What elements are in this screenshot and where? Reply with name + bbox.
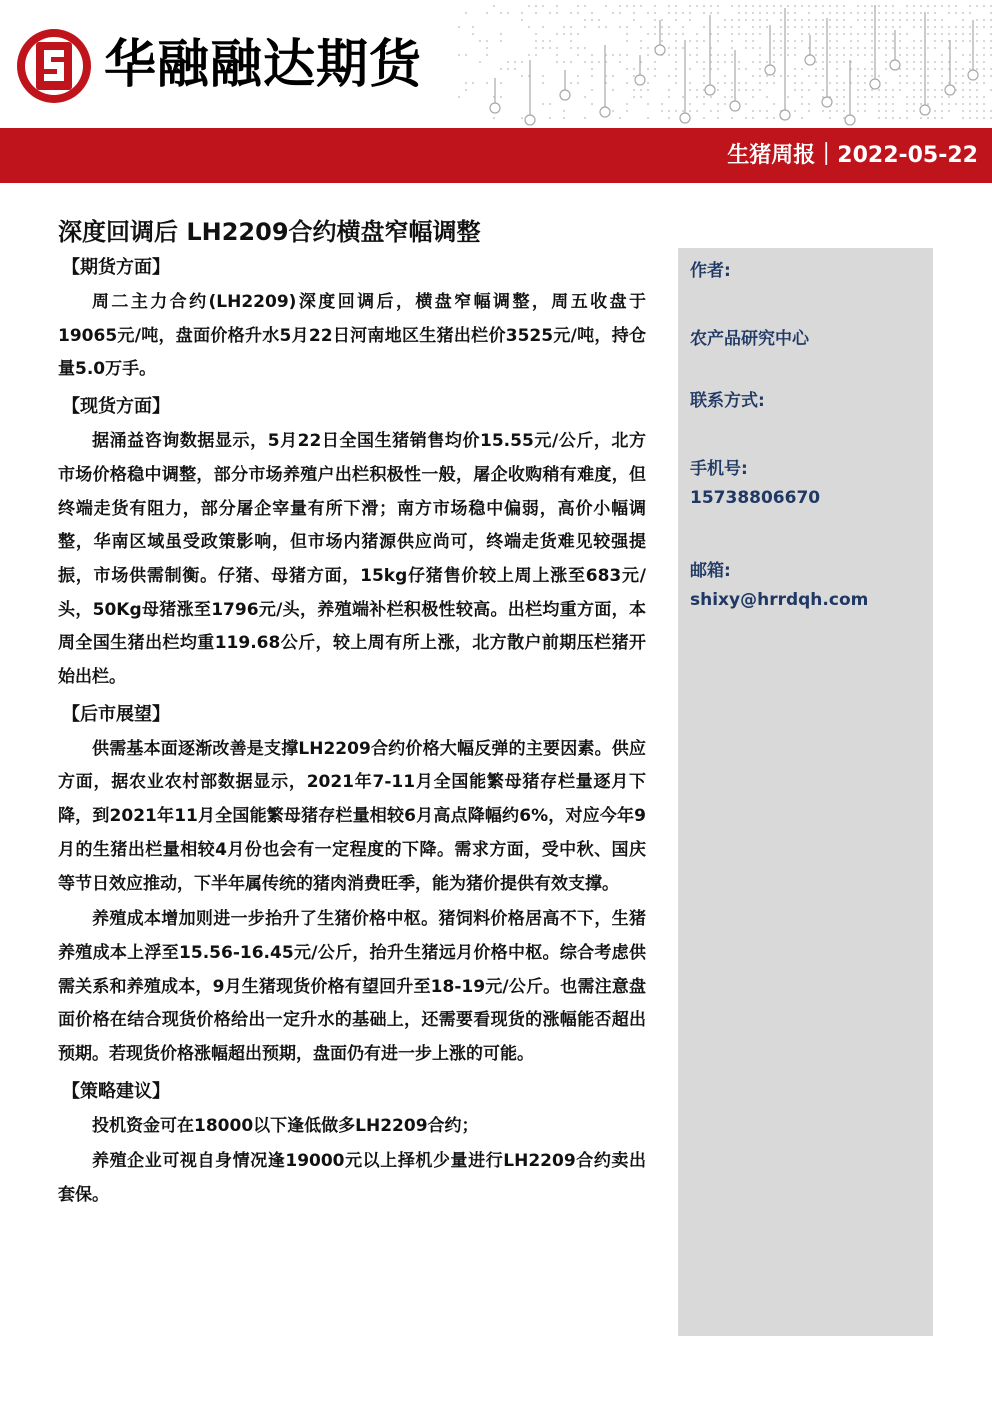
paragraph: 养殖成本增加则进一步抬升了生猪价格中枢。猪饲料价格居高不下，生猪养殖成本上浮至15.56-16.45元/公斤，抬升生猪远月价格中枢。综合考虑供需关系和养殖成本，9月生猪现货价格有望回升至18-19元/公斤。也需注意盘面价格在结合现货价格给出一定升水的基础上，还需要看现货的涨幅能否超出预期。若现货价格涨幅超出预期，盘面仍有进一步上涨的可能。: [58, 909, 646, 1065]
email-label: 邮箱:: [690, 561, 731, 581]
phone-label: 手机号:: [690, 459, 748, 479]
company-logo-icon: [14, 26, 94, 106]
section-heading: 【现货方面】: [62, 396, 170, 418]
author-sidebar: [678, 248, 933, 1336]
report-tag: 生猪周报｜2022-05-22: [727, 143, 978, 168]
paragraph: 周二主力合约(LH2209)深度回调后，横盘窄幅调整，周五收盘于19065元/吨，盘面价格升水5月22日河南地区生猪出栏价3525元/吨，持仓量5.0万手。: [58, 292, 646, 380]
section-futures: [58, 250, 646, 387]
header-decoration: [455, 0, 992, 128]
section-heading: 【后市展望】: [62, 703, 170, 725]
brand-name: 华融融达期货: [104, 35, 423, 95]
paragraph: 投机资金可在18000以下逢低做多LH2209合约；: [92, 1115, 479, 1136]
email-address[interactable]: shixy@hrrdqh.com: [690, 590, 869, 610]
paragraph: 养殖企业可视自身情况逢19000元以上择机少量进行LH2209合约卖出套保。: [58, 1151, 646, 1206]
paragraph: 据涌益咨询数据显示，5月22日全国生猪销售均价15.55元/公斤，北方市场价格稳中调整，部分市场养殖户出栏积极性一般，屠企收购稍有难度，但终端走货有阻力，部分屠企宰量有所下滑；南方市场稳中偏弱，高价小幅调整，华南区域虽受政策影响，但市场内猪源供应尚可，终端走货难见较强提振，市场供需制衡。仔猪、母猪方面，15kg仔猪售价较上周上涨至683元/头，50Kg母猪涨至1796元/头，养殖端补栏积极性较高。出栏均重方面，本周全国生猪出栏均重119.68公斤，较上周有所上涨，北方散户前期压栏猪开始出栏。: [58, 431, 646, 688]
page-header: [0, 0, 992, 185]
department: 农产品研究中心: [690, 329, 809, 349]
phone-number[interactable]: 15738806670: [690, 488, 821, 508]
section-strategy: [58, 1074, 646, 1213]
section-spot: [58, 389, 646, 695]
paragraph: 供需基本面逐渐改善是支撑LH2209合约价格大幅反弹的主要因素。供应方面，据农业农村部数据显示，2021年7-11月全国能繁母猪存栏量逐月下降，到2021年11月全国能繁母猪存栏量相较6月高点降幅约6%，对应今年9月的生猪出栏量相较4月份也会有一定程度的下降。需求方面，受中秋、国庆等节日效应推动，下半年属传统的猪肉消费旺季，能为猪价提供有效支撑。: [58, 738, 646, 894]
author-label: 作者:: [690, 261, 731, 281]
section-heading: 【期货方面】: [62, 257, 170, 278]
section-outlook: [58, 697, 646, 1072]
section-heading: 【策略建议】: [62, 1080, 170, 1102]
report-title: 深度回调后 LH2209合约横盘窄幅调整: [58, 218, 481, 246]
contact-label: 联系方式:: [690, 391, 765, 411]
report-body: [58, 250, 646, 1215]
